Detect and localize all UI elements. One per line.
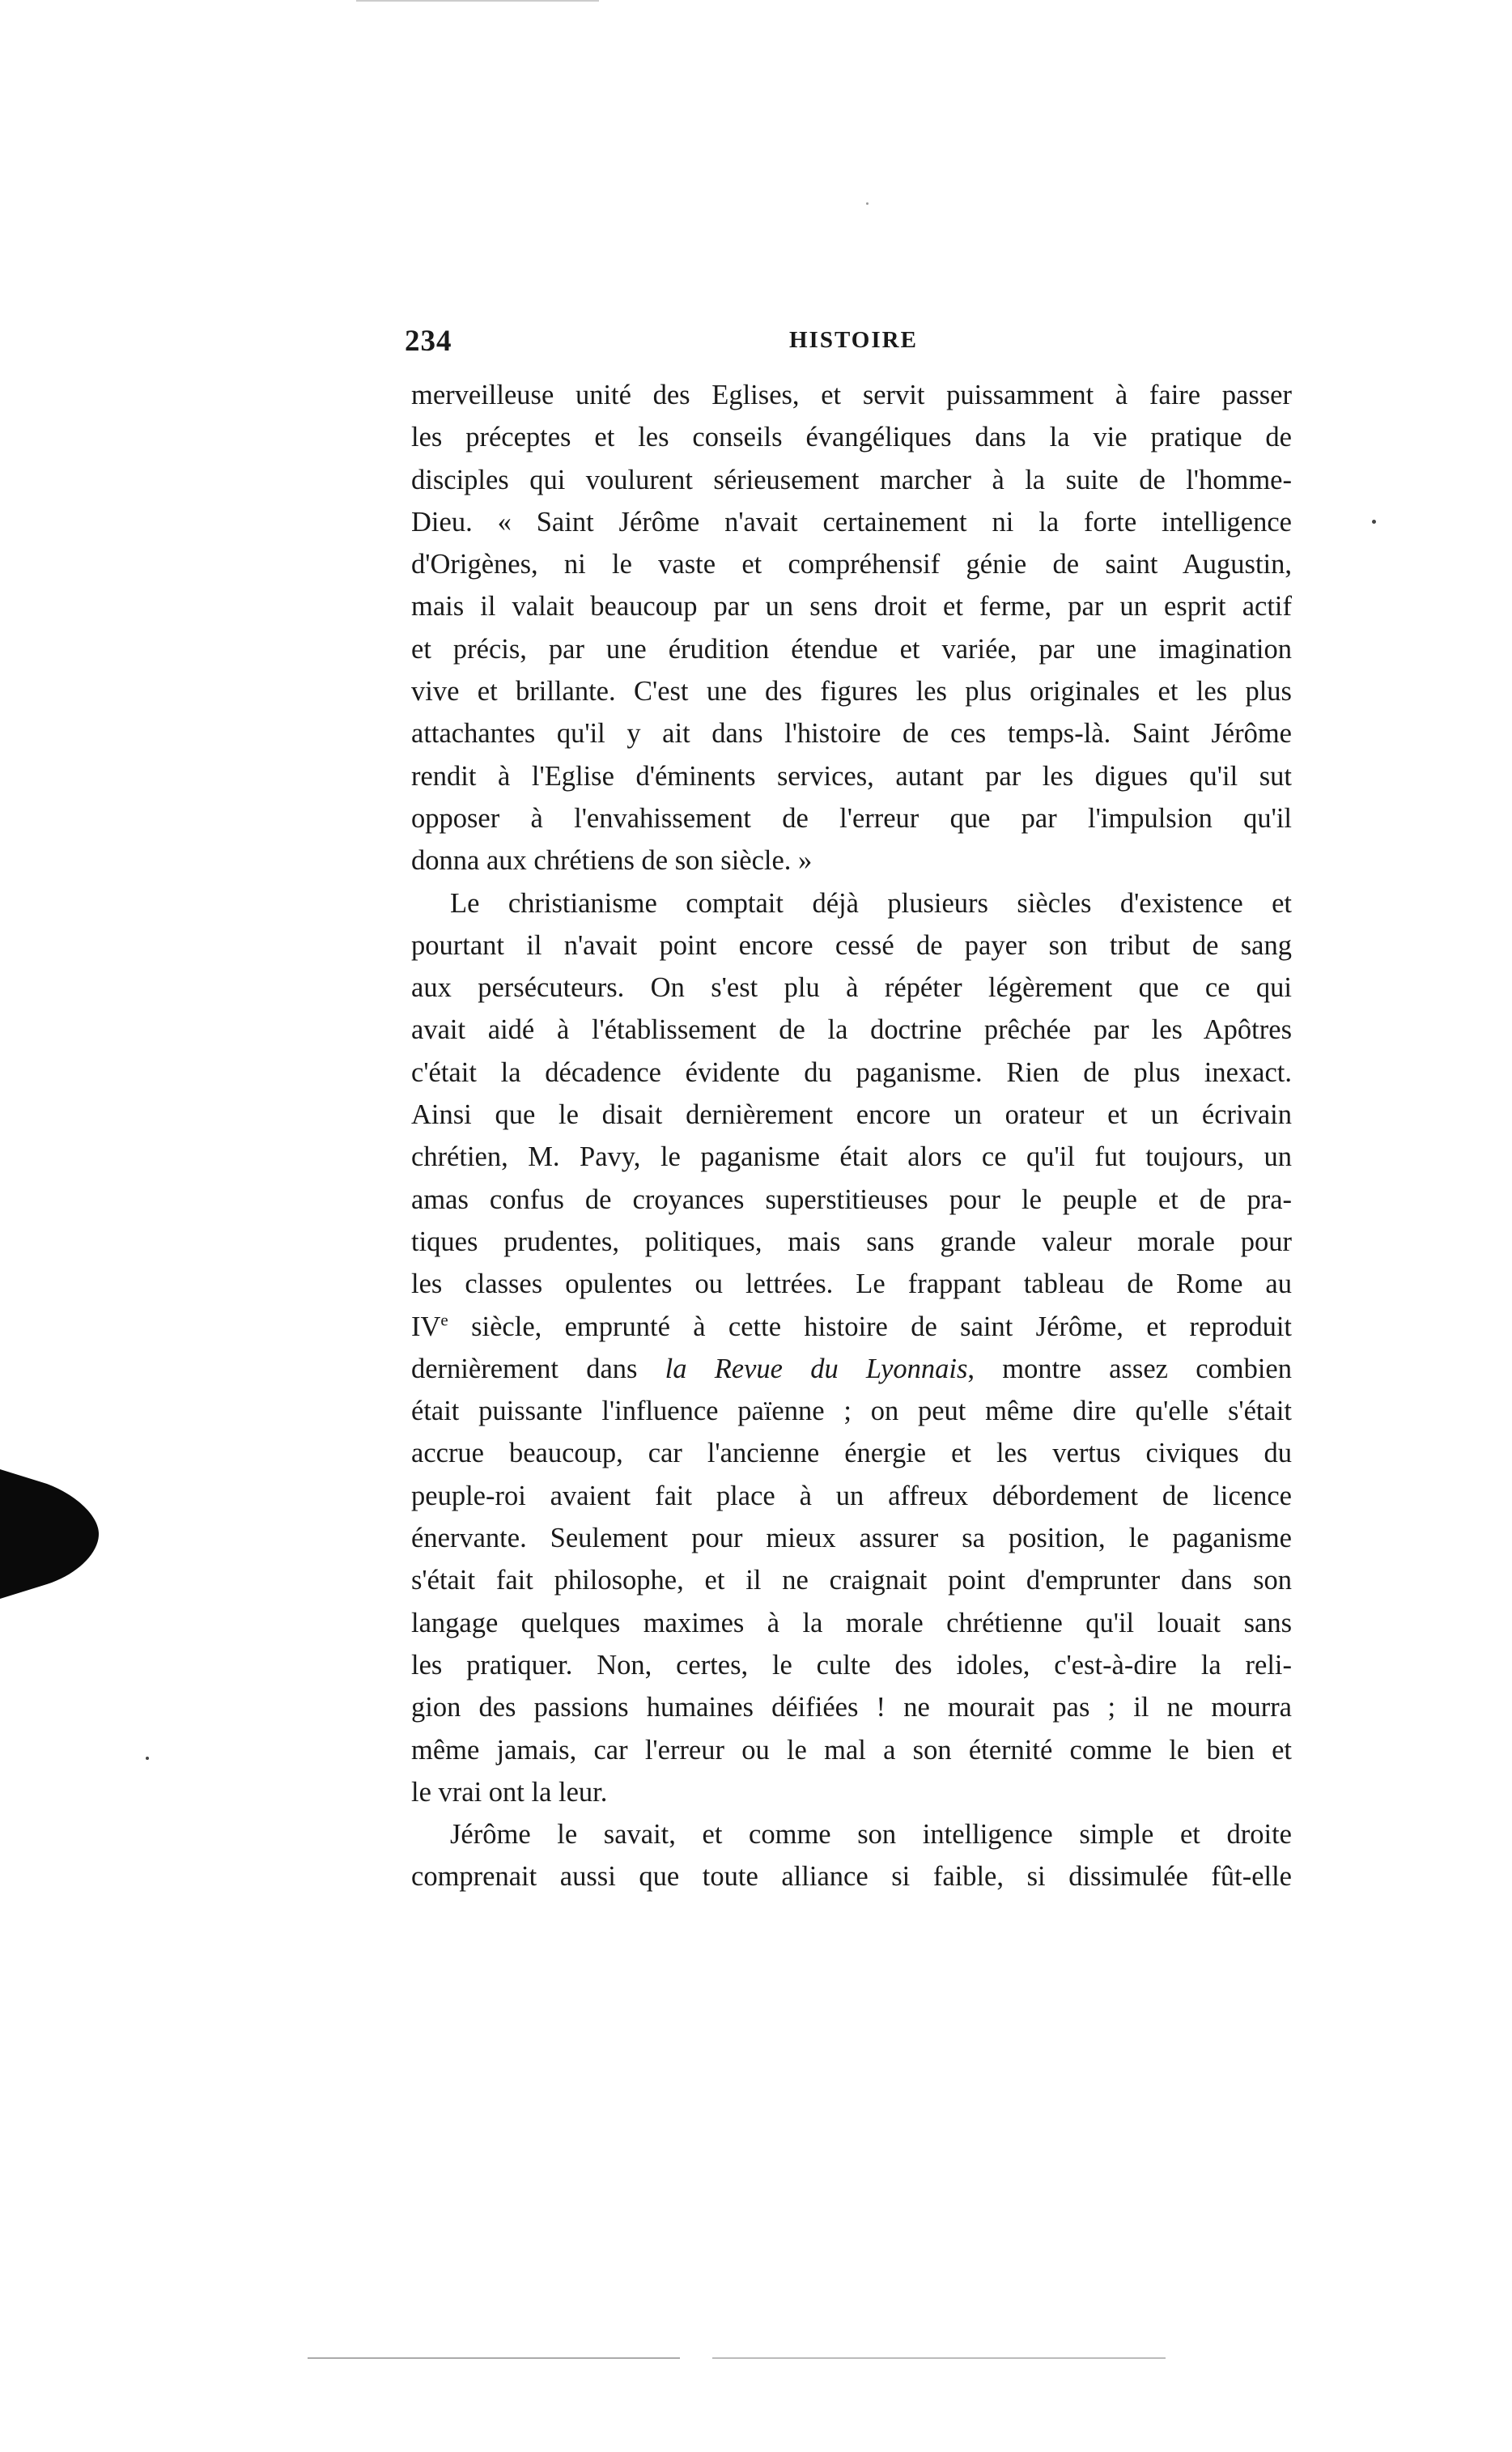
text-segment: merveilleuse unité des Eglises, et servit puissamment à faire passer <box>411 380 1292 410</box>
text-line <box>411 585 1292 627</box>
text-line <box>411 1136 1292 1178</box>
text-segment: tiques prudentes, politiques, mais sans grande valeur morale pour <box>411 1226 1292 1257</box>
text-segment: donna aux chrétiens de son siècle. » <box>411 845 813 877</box>
text-segment: les préceptes et les conseils évangéliques dans la vie pratique de <box>411 422 1292 453</box>
text-segment: avait aidé à l'établissement de la doctrine prêchée par les Apôtres <box>411 1014 1292 1046</box>
text-line <box>411 1855 1292 1897</box>
text-line <box>411 755 1292 797</box>
text-segment: les classes opulentes ou lettrées. Le frappant tableau de Rome au <box>411 1268 1292 1300</box>
text-line <box>411 839 1292 882</box>
text-line <box>411 459 1292 501</box>
text-line <box>411 924 1292 967</box>
text-segment: gion des passions humaines déifiées ! ne mourait pas ; il ne mourra <box>411 1692 1292 1723</box>
text-line <box>411 882 1292 924</box>
text-line <box>411 1559 1292 1601</box>
text-segment: mais il valait beaucoup par un sens droit et ferme, par un esprit actif <box>411 591 1292 623</box>
italic-title: la Revue du Lyonnais <box>665 1353 968 1384</box>
scan-edge-mark <box>356 0 599 2</box>
page-header <box>405 324 1295 372</box>
scan-edge-mark <box>712 2357 1166 2359</box>
text-segment: les pratiquer. Non, certes, le culte des idoles, c'est-à-dire la reli- <box>411 1649 1292 1681</box>
text-line <box>411 1009 1292 1051</box>
text-segment: Jérôme le savait, et comme son intelligence simple et droite <box>450 1819 1292 1851</box>
text-segment: Dieu. « Saint Jérôme n'avait certainement ni la forte intelligence <box>411 506 1292 538</box>
text-segment: attachantes qu'il y ait dans l'histoire de ces temps-là. Saint Jérôme <box>411 718 1292 750</box>
text-line <box>411 1432 1292 1474</box>
text-segment: vive et brillante. C'est une des figures les plus originales et les plus <box>411 676 1292 708</box>
text-line <box>411 1602 1292 1644</box>
text-segment: siècle, emprunté à cette histoire de saint Jérôme, et reproduit <box>448 1311 1292 1342</box>
text-segment: Ainsi que le disait dernièrement encore un orateur et un écrivain <box>411 1099 1292 1131</box>
text-line <box>411 1348 1292 1390</box>
text-line <box>411 628 1292 670</box>
text-line <box>411 1729 1292 1771</box>
text-line <box>411 797 1292 839</box>
page-number: 234 <box>405 325 452 358</box>
text-segment: pourtant il n'avait point encore cessé de payer son tribut de sang <box>411 929 1292 961</box>
text-line <box>411 1263 1292 1305</box>
text-segment: comprenait aussi que toute alliance si faible, si dissimulée fût-elle <box>411 1861 1292 1893</box>
text-line <box>411 1813 1292 1855</box>
thumb-tab-marker <box>0 1469 101 1599</box>
text-segment: amas confus de croyances superstitieuses pour le peuple et de pra- <box>411 1184 1292 1215</box>
text-line <box>411 501 1292 543</box>
text-segment: rendit à l'Eglise d'éminents services, autant par les digues qu'il sut <box>411 760 1292 792</box>
text-line <box>411 416 1292 458</box>
text-segment: opposer à l'envahissement de l'erreur que par l'impulsion qu'il <box>411 802 1292 834</box>
running-head: HISTOIRE <box>789 327 918 353</box>
text-segment: et précis, par une érudition étendue et variée, par une imagination <box>411 633 1292 665</box>
text-line <box>411 543 1292 585</box>
text-line <box>411 1771 1292 1813</box>
text-line <box>411 1475 1292 1517</box>
text-segment: était puissante l'influence païenne ; on peut même dire qu'elle s'était <box>411 1396 1292 1427</box>
text-line <box>411 1094 1292 1136</box>
text-segment: disciples qui voulurent sérieusement marcher à la suite de l'homme- <box>411 464 1292 495</box>
text-line <box>411 1306 1292 1348</box>
text-segment: énervante. Seulement pour mieux assurer sa position, le paganisme <box>411 1523 1292 1554</box>
text-segment: dernièrement dans <box>411 1353 665 1384</box>
text-segment: même jamais, car l'erreur ou le mal a son éternité comme le bien et <box>411 1734 1292 1766</box>
text-line <box>411 1052 1292 1094</box>
text-segment: le vrai ont la leur. <box>411 1776 608 1808</box>
scan-speck <box>866 202 869 205</box>
text-segment: d'Origènes, ni le vaste et compréhensif génie de saint Augustin, <box>411 549 1292 580</box>
text-segment: chrétien, M. Pavy, le paganisme était alors ce qu'il fut toujours, un <box>411 1141 1292 1173</box>
text-line <box>411 1517 1292 1559</box>
text-line <box>411 1644 1292 1686</box>
text-segment: IV <box>411 1311 441 1342</box>
text-segment: peuple-roi avaient fait place à un affreux débordement de licence <box>411 1480 1292 1511</box>
text-line <box>411 967 1292 1009</box>
text-line <box>411 1390 1292 1432</box>
scan-speck <box>146 1757 149 1760</box>
text-segment: langage quelques maximes à la morale chrétienne qu'il louait sans <box>411 1607 1292 1638</box>
text-line <box>411 712 1292 754</box>
body-text <box>411 374 1292 1898</box>
text-line <box>411 374 1292 416</box>
superscript: e <box>440 1310 448 1330</box>
text-segment: Le christianisme comptait déjà plusieurs siècles d'existence et <box>450 887 1292 919</box>
text-segment: accrue beaucoup, car l'ancienne énergie et les vertus civiques du <box>411 1438 1292 1469</box>
text-segment: c'était la décadence évidente du paganisme. Rien de plus inexact. <box>411 1056 1292 1088</box>
scan-edge-mark <box>308 2357 680 2359</box>
text-segment: aux persécuteurs. On s'est plu à répéter légèrement que ce qui <box>411 972 1292 1004</box>
text-line <box>411 1221 1292 1263</box>
text-line <box>411 1686 1292 1728</box>
scan-speck <box>1372 520 1376 524</box>
text-segment: s'était fait philosophe, et il ne craignait point d'emprunter dans son <box>411 1565 1292 1596</box>
text-line <box>411 1179 1292 1221</box>
text-line <box>411 670 1292 712</box>
text-segment: , montre assez combien <box>967 1353 1292 1384</box>
